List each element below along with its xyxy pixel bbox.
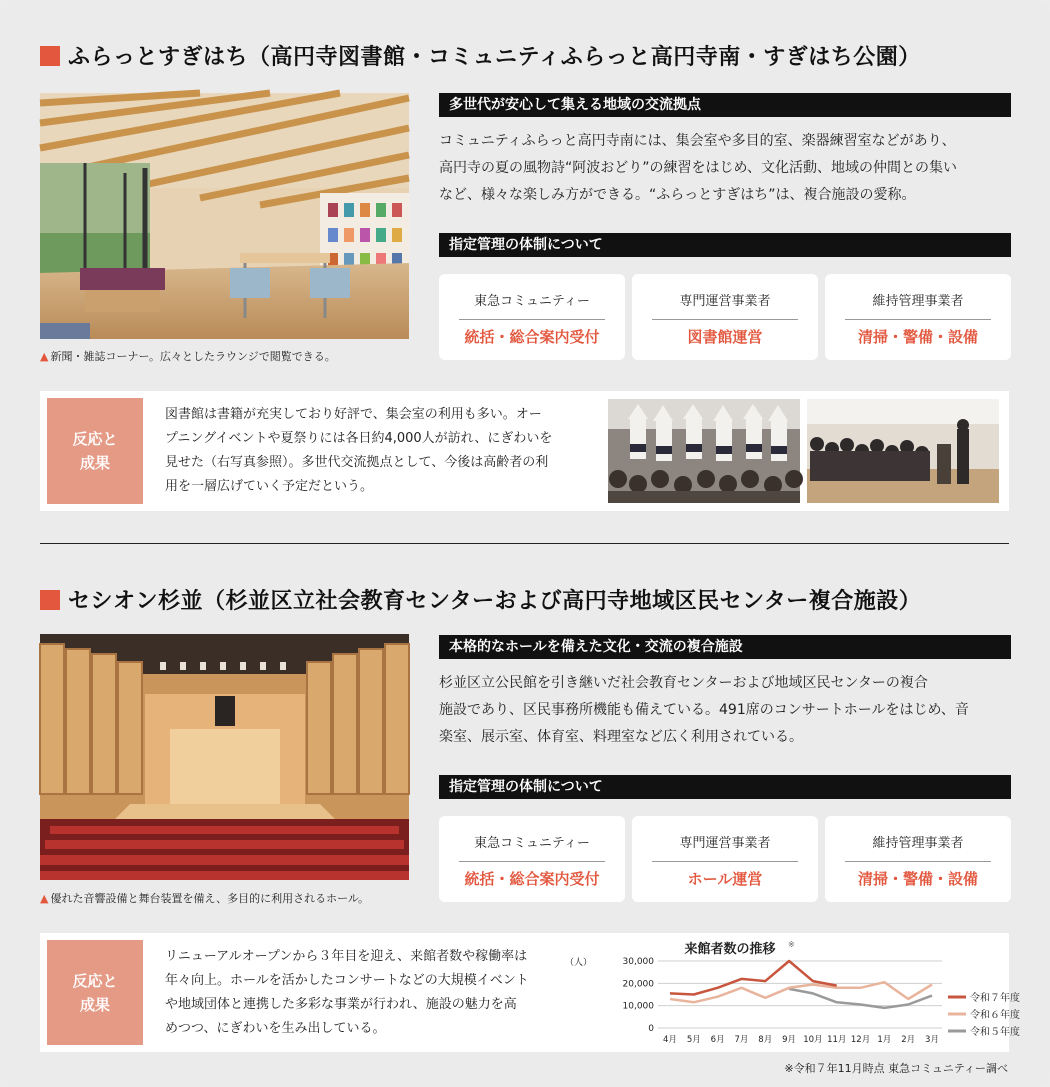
chart-y-axis-label: （人） xyxy=(565,958,593,968)
chart-legend-label: 令和７年度 xyxy=(970,993,1020,1004)
section1-mgmt-box-3: 維持管理事業者 清掃・警備・設備 xyxy=(825,274,1011,360)
lounge-photo-caption: ▲ 新聞・雑誌コーナー。広々としたラウンジで閲覧できる。 xyxy=(40,350,336,363)
chart-y-tick-label: 10,000 xyxy=(622,1001,654,1012)
chart-x-tick-label: 11月 xyxy=(827,1035,847,1045)
section1-result-label: 反応と 成果 xyxy=(47,398,143,504)
hall-photo-caption: ▲ 優れた音響設備と舞台装置を備え、多目的に利用されるホール。 xyxy=(40,892,370,905)
chart-y-tick-label: 30,000 xyxy=(622,957,654,967)
chart-y-tick-label: 0 xyxy=(648,1024,654,1034)
chart-series-line xyxy=(670,961,837,995)
section2-result-text: リニューアルオープンから３年目を迎え、来館者数や稼働率は 年々向上。ホールを活かしたコンサートなどの大規模イベント や地域団体と連携した多彩な事業が行われ、施設の魅力を高 めつつ、にぎわいを生み出している。 xyxy=(165,949,529,1036)
section-divider xyxy=(40,543,1009,544)
section2-mgmt-heading: 指定管理の体制について xyxy=(439,775,1011,799)
section2-heading: 本格的なホールを備えた文化・交流の複合施設 xyxy=(439,635,1011,659)
chart-y-tick-label: 20,000 xyxy=(622,979,654,990)
chart-x-tick-label: 7月 xyxy=(734,1035,749,1045)
chart-x-tick-label: 5月 xyxy=(686,1035,701,1045)
chart-x-tick-label: 8月 xyxy=(758,1035,773,1045)
chart-x-tick-label: 12月 xyxy=(850,1035,871,1045)
chart-x-tick-label: 4月 xyxy=(663,1035,677,1045)
chart-x-tick-label: 3月 xyxy=(925,1035,939,1045)
triangle-icon: ▲ xyxy=(40,350,49,363)
chart-legend-label: 令和５年度 xyxy=(970,1027,1020,1038)
chart-x-tick-label: 2月 xyxy=(901,1035,916,1045)
hall-photo xyxy=(40,634,409,880)
section2-description: 杉並区立公民館を引き継いだ社会教育センターおよび地域区民センターの複合 施設であり、区民事務所機能も備えている。491席のコンサートホールをはじめ、音 楽室、展示室、体育室、料理室など広く利用されている。 xyxy=(439,675,969,745)
visitors-line-chart xyxy=(560,933,1020,1052)
chart-title: 来館者数の推移 xyxy=(684,942,776,957)
section1-result-panel xyxy=(40,391,1009,511)
section1-description: コミュニティふらっと高円寺南には、集会室や多目的室、楽器練習室などがあり、 高円寺の夏の風物詩“阿波おどり”の練習をはじめ、文化活動、地域の仲間との集い など、様々な楽しみ方ができる。“ふらっとすぎはち”は、複合施設の愛称。 xyxy=(439,133,957,203)
section2-mgmt-box-1: 東急コミュニティー 統括・総合案内受付 xyxy=(439,816,625,902)
section2-result-panel xyxy=(40,933,1020,1052)
chart-title-mark: ※ xyxy=(788,940,795,949)
footnote: ※令和７年11月時点 東急コミュニティー調べ xyxy=(784,1062,1008,1075)
section2-mgmt-box-3: 維持管理事業者 清掃・警備・設備 xyxy=(825,816,1011,902)
triangle-icon: ▲ xyxy=(40,892,49,905)
chart-x-tick-label: 10月 xyxy=(803,1035,823,1045)
section2-mgmt-box-2: 専門運営事業者 ホール運営 xyxy=(632,816,818,902)
chart-x-tick-label: 1月 xyxy=(877,1035,892,1045)
section1-result-text: 図書館は書籍が充実しており好評で、集会室の利用も多い。オー プニングイベントや夏祭りには各日約4,000人が訪れ、にぎわいを 見せた（右写真参照）。多世代交流拠点として、今後は高齢者の利 用を一層広げていく予定だという。 xyxy=(165,407,553,494)
chart-legend-label: 令和６年度 xyxy=(970,1010,1020,1021)
section2-title: セシオン杉並（杉並区立社会教育センターおよび高円寺地域区民センター複合施設） xyxy=(40,584,921,615)
section1-title: ふらっとすぎはち（高円寺図書館・コミュニティふらっと高円寺南・すぎはち公園） xyxy=(40,40,921,71)
dance-event-photo xyxy=(608,399,800,503)
section1-mgmt-box-2: 専門運営事業者 図書館運営 xyxy=(632,274,818,360)
section1-mgmt-box-1: 東急コミュニティー 統括・総合案内受付 xyxy=(439,274,625,360)
section1-heading: 多世代が安心して集える地域の交流拠点 xyxy=(439,93,1011,117)
chart-x-tick-label: 9月 xyxy=(782,1035,797,1045)
section2-result-label: 反応と 成果 xyxy=(47,940,143,1045)
chart-x-tick-label: 6月 xyxy=(710,1035,725,1045)
concert-event-photo xyxy=(807,399,999,503)
lounge-photo xyxy=(40,93,409,339)
title-marker-square xyxy=(40,590,60,610)
title-marker-square xyxy=(40,46,60,66)
section1-mgmt-heading: 指定管理の体制について xyxy=(439,233,1011,257)
